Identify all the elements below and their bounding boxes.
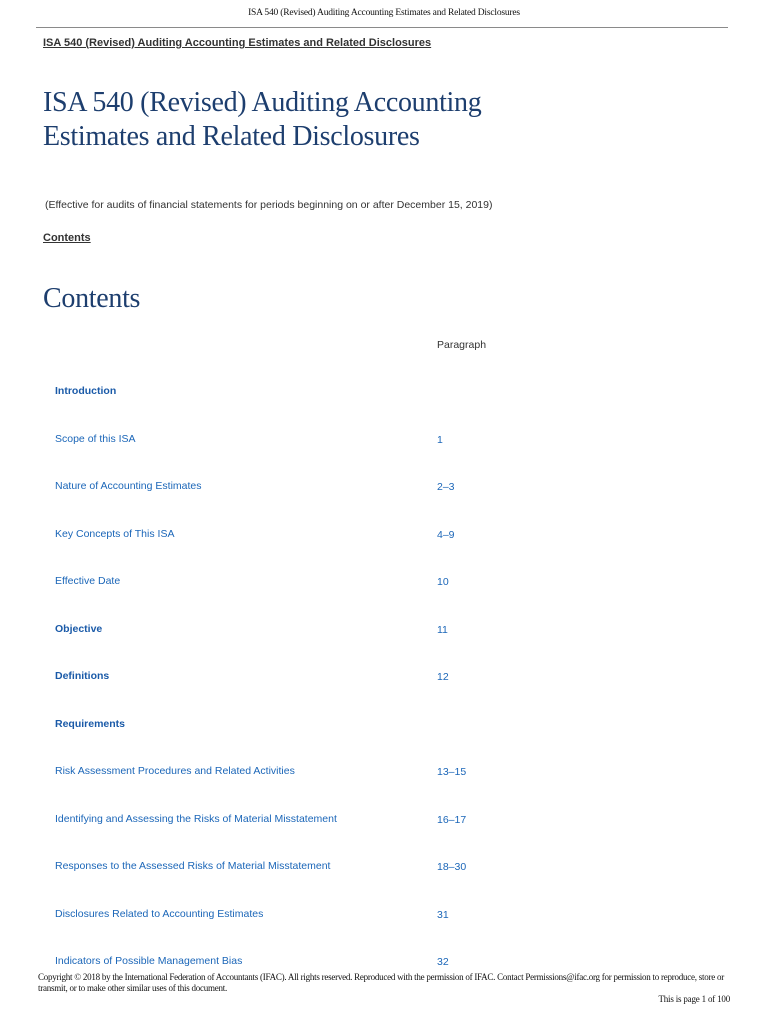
toc-row-risk-assessment [0, 747, 768, 795]
toc-paragraph-ref: 12 [437, 671, 449, 683]
toc-link-introduction[interactable]: Introduction [55, 385, 117, 397]
running-header: ISA 540 (Revised) Auditing Accounting Estimates and Related Disclosures [248, 8, 520, 18]
toc-link-responses[interactable]: Responses to the Assessed Risks of Material Misstatement [55, 860, 331, 872]
toc-paragraph-ref: 16–17 [437, 813, 467, 826]
toc-row-disclosures [0, 890, 768, 938]
toc-paragraph-ref: 31 [437, 908, 449, 921]
toc-paragraph-ref: 2–3 [437, 481, 455, 493]
toc-link-definitions[interactable]: Definitions [55, 670, 110, 682]
toc-row-requirements [0, 700, 768, 748]
toc-link-disclosures[interactable]: Disclosures Related to Accounting Estimates [55, 907, 264, 920]
toc-paragraph-ref: 13–15 [437, 766, 467, 778]
toc-link-risk-assessment[interactable]: Risk Assessment Procedures and Related Activities [55, 765, 295, 777]
toc-link-scope[interactable]: Scope of this ISA [55, 432, 136, 445]
toc-link-identifying-risks[interactable]: Identifying and Assessing the Risks of Material Misstatement [55, 812, 337, 825]
toc-link-effective-date[interactable]: Effective Date [55, 575, 121, 587]
toc-paragraph-ref: 18–30 [437, 861, 467, 873]
table-of-contents [0, 367, 768, 985]
toc-paragraph-ref: 10 [437, 576, 449, 588]
toc-paragraph-ref: 4–9 [437, 528, 455, 541]
page-indicator: This is page 1 of 100 [658, 994, 730, 1004]
toc-row-introduction [0, 367, 768, 415]
toc-link-management-bias[interactable]: Indicators of Possible Management Bias [55, 955, 243, 967]
toc-link-objective[interactable]: Objective [55, 622, 103, 635]
toc-paragraph-ref: 32 [437, 956, 449, 968]
footer-copyright: Copyright © 2018 by the International Federation of Accountants (IFAC). All rights reserved. Reproduced with the permission of IFAC. Contact Permissions@ifac.org for permission to reproduce, store or transmit, or to make other similar uses of this document. [38, 972, 730, 994]
toc-row-key-concepts [0, 510, 768, 558]
toc-row-identifying-risks [0, 795, 768, 843]
header-divider [36, 27, 728, 28]
toc-row-nature [0, 462, 768, 510]
effective-date-note: (Effective for audits of financial statements for periods beginning on or after December 15, 2019) [45, 199, 493, 211]
toc-row-objective [0, 605, 768, 653]
toc-link-nature[interactable]: Nature of Accounting Estimates [55, 480, 202, 492]
toc-row-scope [0, 415, 768, 463]
toc-row-responses [0, 842, 768, 890]
contents-link[interactable]: Contents [43, 232, 91, 244]
paragraph-column-header: Paragraph [437, 339, 487, 351]
toc-link-key-concepts[interactable]: Key Concepts of This ISA [55, 527, 175, 540]
toc-paragraph-ref: 1 [437, 433, 443, 446]
toc-row-definitions [0, 652, 768, 700]
toc-paragraph-ref: 11 [437, 623, 448, 636]
breadcrumb-link[interactable]: ISA 540 (Revised) Auditing Accounting Estimates and Related Disclosures [43, 37, 432, 49]
page-title: ISA 540 (Revised) Auditing Accounting Estimates and Related Disclosures [43, 87, 482, 152]
toc-row-effective-date [0, 557, 768, 605]
toc-link-requirements[interactable]: Requirements [55, 717, 126, 730]
contents-heading: Contents [43, 283, 141, 314]
